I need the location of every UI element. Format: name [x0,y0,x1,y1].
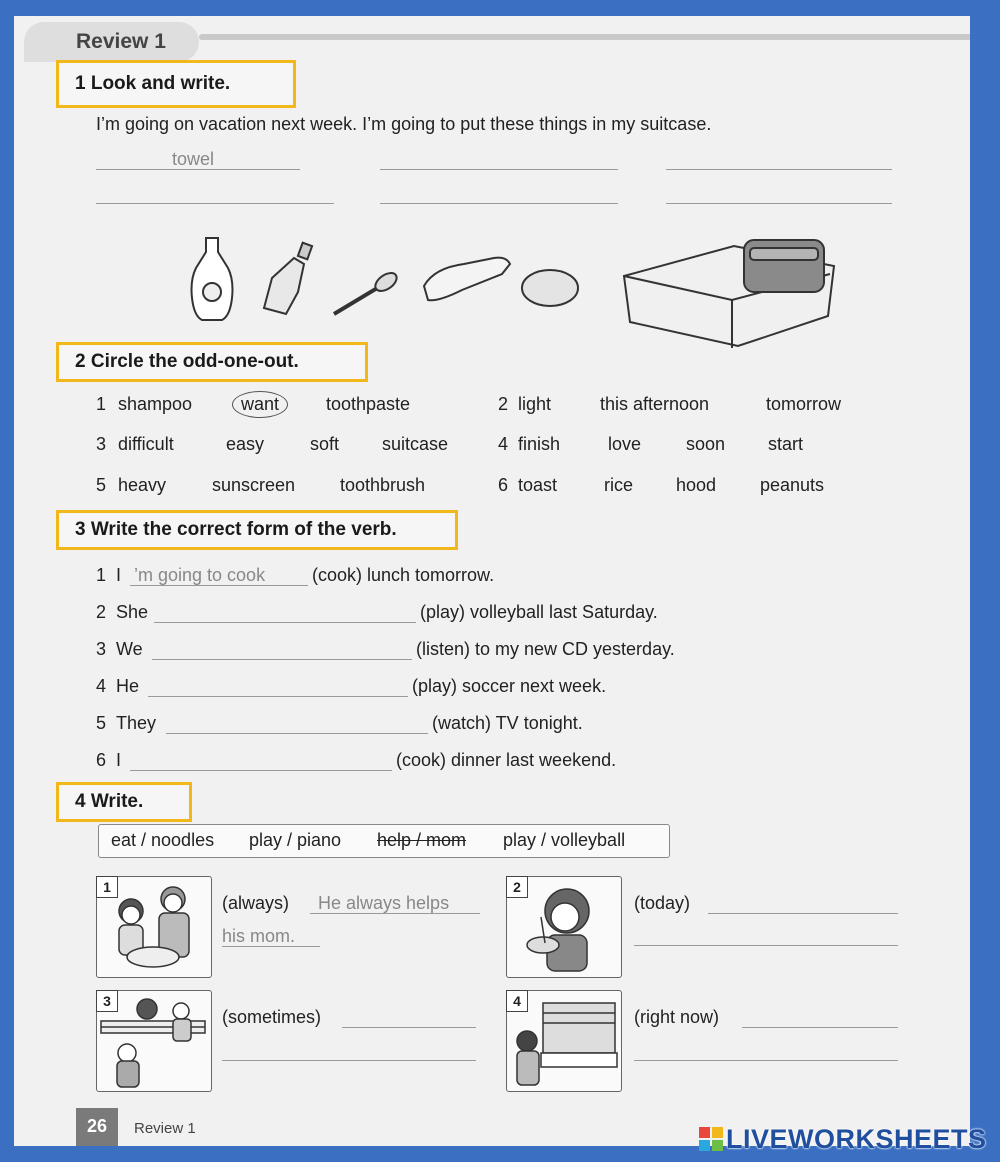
item-rest: (play) volleyball last Saturday. [420,602,658,622]
word[interactable]: heavy [118,475,167,495]
liveworksheets-logo-icon [698,1126,724,1152]
row-num: 3 [96,434,107,454]
answer-line-3[interactable] [666,169,892,170]
row-num: 4 [498,434,509,454]
answer-line[interactable] [166,733,428,734]
review-tab [24,22,199,62]
vacation-items-illustration [184,226,864,356]
answer-line[interactable] [222,946,320,947]
row-num: 6 [498,475,509,495]
header-rule [199,34,970,40]
item-subject: We [116,639,143,659]
section1-prompt: I’m going on vacation next week. I’m going to put these things in my suitcase. [96,114,712,134]
section2-title: 2 Circle the odd-one-out. [75,351,299,372]
word[interactable]: soon [686,434,726,454]
item-num: 5 [96,713,107,733]
word[interactable]: easy [226,434,265,454]
soap-icon [522,270,578,306]
example-answer-line2: his mom. [222,926,296,946]
item-subject: They [116,713,157,733]
row-num: 5 [96,475,107,495]
sunscreen-icon [192,238,233,320]
word[interactable]: peanuts [760,475,825,495]
item-rest: (cook) lunch tomorrow. [312,565,495,585]
row-num: 2 [498,394,509,414]
answer-line[interactable] [222,1060,476,1061]
toothpaste-icon [264,258,304,314]
page-number: 26 [76,1108,118,1146]
word[interactable]: rice [604,475,634,495]
word[interactable]: this afternoon [600,394,710,414]
review-tab-label: Review 1 [76,30,166,53]
row-num: 1 [96,394,107,414]
section1-title: 1 Look and write. [75,73,231,94]
word[interactable]: suitcase [382,434,449,454]
example-answer-line1: He always helps [318,893,450,913]
section3-title: 3 Write the correct form of the verb. [75,519,397,540]
word-circled[interactable]: want [232,391,288,418]
word[interactable]: toothbrush [340,475,426,495]
section1-example-answer: towel [172,149,215,169]
word-bank-item: play / volleyball [503,830,626,850]
suitcase-icon [624,240,834,348]
word[interactable]: toast [518,475,558,495]
answer-line[interactable] [742,1027,898,1028]
item-rest: (watch) TV tonight. [432,713,583,733]
answer-line-1[interactable] [96,169,300,170]
word-bank-item: eat / noodles [111,830,215,850]
worksheet-page [14,16,970,1146]
answer-line[interactable] [342,1027,476,1028]
answer-line[interactable] [130,585,308,586]
item-subject: I [116,565,122,585]
answer-line[interactable] [310,913,480,914]
picture-number: 4 [506,990,528,1012]
word[interactable]: finish [518,434,561,454]
word[interactable]: shampoo [118,394,193,414]
word[interactable]: light [518,394,552,414]
section1-title-box [56,60,296,108]
section2-title-box [56,342,368,382]
picture-2 [506,876,622,978]
cue: (today) [634,893,691,913]
picture-number: 1 [96,876,118,898]
liveworksheets-brand[interactable] [698,1124,987,1155]
item-rest: (listen) to my new CD yesterday. [416,639,675,659]
section4-title: 4 Write. [75,791,144,812]
cue: (right now) [634,1007,720,1027]
word-bank [98,824,670,858]
section4-title-box [56,782,192,822]
item-subject: He [116,676,140,696]
answer-line[interactable] [154,622,416,623]
cue: (always) [222,893,290,913]
brand-name: LIVEWORKSHEETS [726,1124,987,1154]
item-num: 1 [96,565,107,585]
picture-number: 3 [96,990,118,1012]
item-rest: (play) soccer next week. [412,676,607,696]
section3-title-box [56,510,458,550]
word[interactable]: love [608,434,642,454]
word[interactable]: soft [310,434,340,454]
item-num: 6 [96,750,107,770]
word[interactable]: toothpaste [326,394,411,414]
item-num: 3 [96,639,107,659]
item-subject: I [116,750,122,770]
word[interactable]: tomorrow [766,394,842,414]
picture-3 [96,990,212,1092]
picture-number: 2 [506,876,528,898]
answer-line-6[interactable] [666,203,892,204]
item-example-answer: ’m going to cook [134,565,266,585]
answer-line[interactable] [130,770,392,771]
item-subject: She [116,602,149,622]
answer-line[interactable] [152,659,412,660]
item-num: 4 [96,676,107,696]
answer-line-2[interactable] [380,169,618,170]
item-num: 2 [96,602,107,622]
word[interactable]: hood [676,475,717,495]
cue: (sometimes) [222,1007,322,1027]
word[interactable]: difficult [118,434,174,454]
answer-line[interactable] [148,696,408,697]
answer-line[interactable] [634,945,898,946]
word[interactable]: start [768,434,804,454]
footer-label: Review 1 [134,1120,196,1137]
word-bank-item: play / piano [249,830,342,850]
shampoo-icon [424,258,510,301]
word[interactable]: sunscreen [212,475,296,495]
answer-line[interactable] [634,1060,898,1061]
picture-4 [506,990,622,1092]
word-bank-item-crossed: help / mom [377,830,467,850]
picture-1 [96,876,212,978]
answer-line-5[interactable] [380,203,618,204]
answer-line[interactable] [708,913,898,914]
item-rest: (cook) dinner last weekend. [396,750,617,770]
answer-line-4[interactable] [96,203,334,204]
